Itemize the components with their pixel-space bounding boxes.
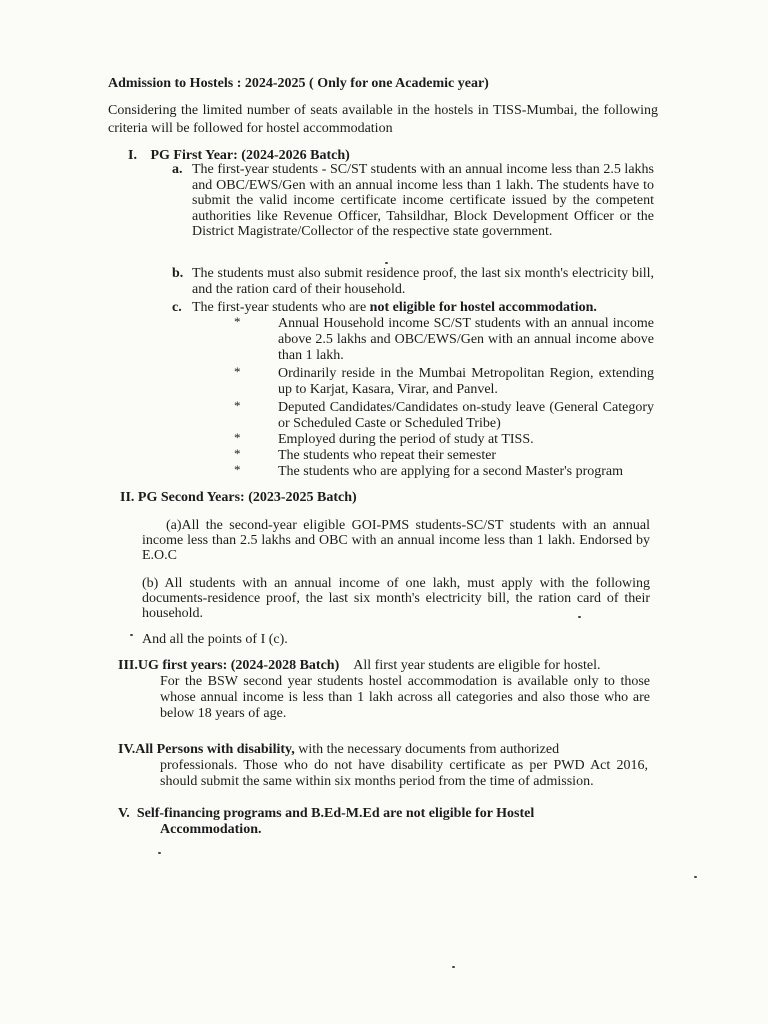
bullet-marker: * — [234, 462, 241, 477]
bullet-marker: * — [234, 314, 241, 329]
item-b-text: The students must also submit residence proof, the last six month's electricity bill, and the ration card of their household. — [192, 266, 654, 297]
item-a-label: a. — [172, 162, 183, 177]
section-3-heading: UG first years: (2024-2028 Batch) — [137, 658, 340, 673]
scan-speck — [694, 876, 697, 878]
item-c-text-bold: not eligible for hostel accommodation. — [369, 300, 597, 315]
section-4-text-first: with the necessary documents from authorized — [298, 742, 560, 757]
section-5-line-2: Accommodation. — [160, 822, 262, 837]
section-1-item-c — [172, 300, 654, 316]
section-5-line-1: Self-financing programs and B.Ed-M.Ed are not eligible for Hostel — [136, 806, 535, 821]
section-2-para-c: And all the points of I (c). — [142, 632, 288, 647]
section-3-text-first: All first year students are eligible for hostel. — [353, 658, 601, 673]
section-1-title: PG First Year: (2024-2026 Batch) — [150, 148, 350, 163]
section-4-first-line — [118, 742, 648, 758]
section-2-para-a: (a)All the second-year eligible GOI-PMS students-SC/ST students with an annual income less than 2.5 lakhs and OBC with an annual income less than 1 lakh. Endorsed by E.O.C — [142, 518, 650, 563]
section-1-label: I. — [128, 148, 137, 163]
item-c-label: c. — [172, 300, 182, 315]
item-c-text-plain: The first-year students who are — [192, 300, 370, 315]
section-3-text-rest: For the BSW second year students hostel accommodation is available only to those whose annual income is less than 1 lakh across all categories and also those who are below 18 years of age. — [160, 674, 650, 721]
item-b-label: b. — [172, 266, 184, 281]
section-4 — [118, 742, 648, 790]
bullet-item: Annual Household income SC/ST students with an annual income above 2.5 lakhs and OBC/EWS/Gen with an annual income above than 1 lakh. — [278, 316, 654, 363]
item-a-text: The first-year students - SC/ST students with an annual income less than 2.5 lakhs and OBC/EWS/Gen with an annual income less than 1 lakh. The students have to submit the valid income certificate income certificate issued by the competent authorities like Revenue Officer, Tahsildhar, Block Development Officer or the District Magistrate/Collector of the respective state government. — [192, 162, 654, 239]
section-2-heading: II. PG Second Years: (2023-2025 Batch) — [120, 490, 357, 505]
item-c-text — [192, 300, 654, 316]
scan-speck — [385, 262, 388, 264]
bullet-item: Employed during the period of study at TISS. — [278, 432, 534, 447]
scan-speck — [130, 634, 133, 636]
bullet-marker: * — [234, 446, 241, 461]
section-5 — [118, 806, 648, 838]
bullet-marker: * — [234, 398, 241, 413]
bullet-marker: * — [234, 364, 241, 379]
section-1-item-b — [172, 266, 654, 297]
bullet-marker: * — [234, 430, 241, 445]
scan-speck — [578, 616, 581, 618]
bullet-item: The students who repeat their semester — [278, 448, 497, 463]
section-2-para-b: (b) All students with an annual income of one lakh, must apply with the following documents-residence proof, the last six month's electricity bill, the ration card of their household. — [142, 576, 650, 621]
bullet-item: The students who are applying for a second Master's program — [278, 464, 624, 479]
bullet-item: Deputed Candidates/Candidates on-study leave (General Category or Scheduled Caste or Scheduled Tribe) — [278, 400, 654, 431]
section-5-first-line — [118, 806, 648, 822]
section-5-label: V. — [118, 806, 130, 821]
section-4-heading: All Persons with disability, — [135, 742, 295, 757]
section-3 — [118, 658, 650, 722]
section-3-label: III. — [118, 658, 138, 673]
section-4-text-rest: professionals. Those who do not have disability certificate as per PWD Act 2016, should submit the same within six months period from the time of admission. — [160, 758, 648, 789]
scan-speck — [452, 966, 455, 968]
scan-speck — [158, 852, 161, 854]
intro-paragraph: Considering the limited number of seats available in the hostels in TISS-Mumbai, the following criteria will be followed for hostel accommodation — [108, 103, 658, 136]
bullet-item: Ordinarily reside in the Mumbai Metropolitan Region, extending up to Karjat, Kasara, Virar, and Panvel. — [278, 366, 654, 397]
section-1-item-a — [172, 162, 654, 240]
section-4-label: IV. — [118, 742, 136, 757]
page-title: Admission to Hostels : 2024-2025 ( Only for one Academic year) — [108, 76, 489, 91]
section-3-first-line — [118, 658, 650, 674]
